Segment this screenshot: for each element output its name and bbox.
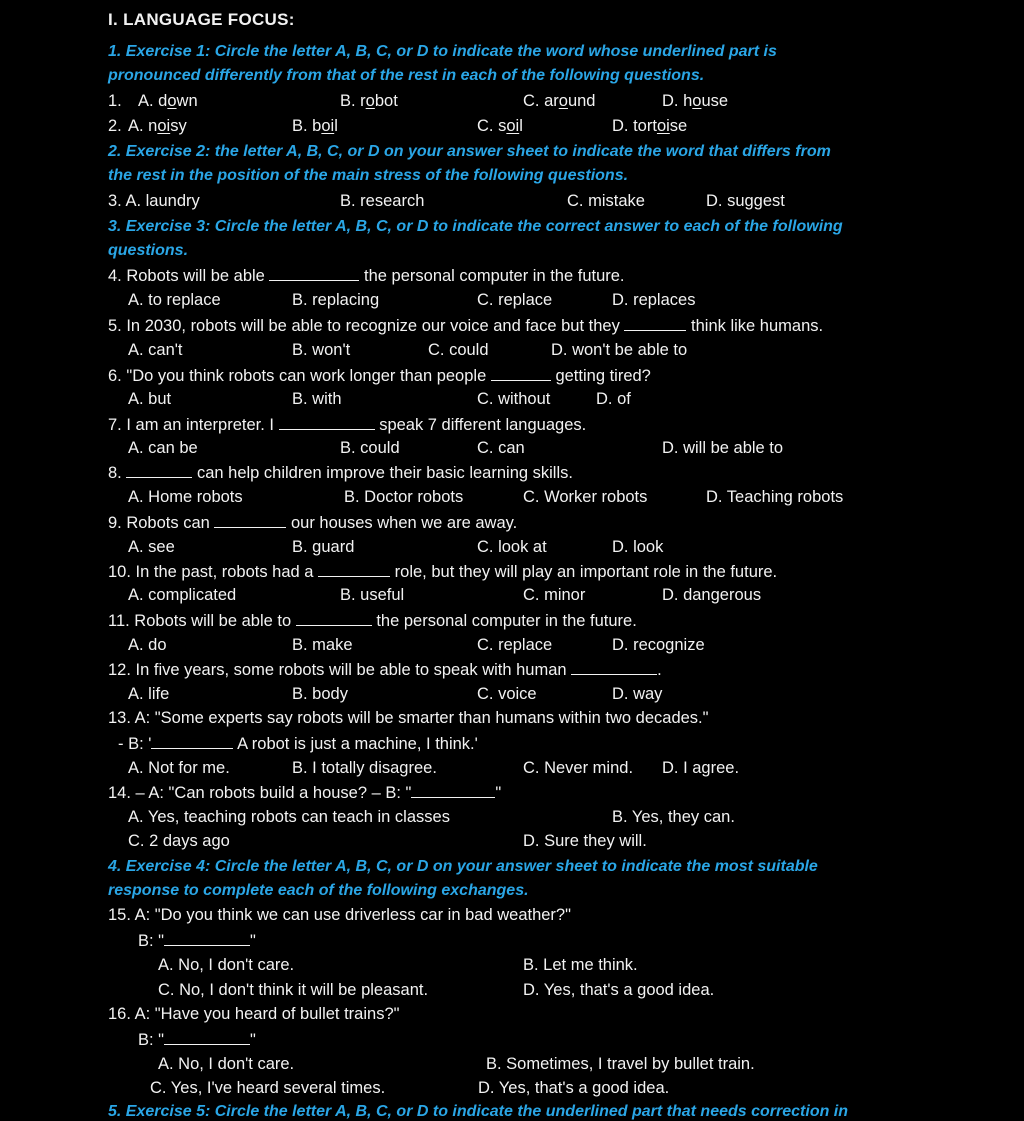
option-text: use <box>701 92 729 110</box>
stem-text: 10. In the past, robots had a <box>108 563 314 581</box>
question-12-option-d: D. way <box>612 685 663 703</box>
question-7-option-d: D. will be able to <box>662 439 784 457</box>
stem-text: 14. – A: "Can robots build a house? – B: " <box>108 784 412 802</box>
question-15-option-d: D. Yes, that's a good idea. <box>523 981 715 999</box>
question-8-option-a: A. Home robots <box>128 488 243 506</box>
option-text: A. laundry <box>125 192 200 210</box>
stem-text: 4. Robots will be able <box>108 267 265 285</box>
question-16-option-d: D. Yes, that's a good idea. <box>478 1079 670 1097</box>
question-7-option-a: A. can be <box>128 439 198 457</box>
question-15-option-a: A. No, I don't care. <box>158 956 295 974</box>
underlined-part: o <box>167 92 177 110</box>
question-12-option-a: A. life <box>128 685 170 703</box>
stem-text: " <box>495 784 502 802</box>
question-15-stem: 15. A: "Do you think we can use driverless car in bad weather?" <box>108 906 571 924</box>
stem-text: 5. In 2030, robots will be able to recognize our voice and face but they <box>108 317 620 335</box>
question-15-option-c: C. No, I don't think it will be pleasant. <box>158 981 429 999</box>
stem-text: speak 7 different languages. <box>379 416 587 434</box>
stem-text: 11. Robots will be able to <box>108 612 292 630</box>
question-number: 2. <box>108 117 122 135</box>
stem-text: think like humans. <box>691 317 824 335</box>
option-text: l <box>519 117 523 135</box>
question-6-stem <box>108 366 651 387</box>
exercise-3-instruction-line2: questions. <box>108 242 189 259</box>
answer-blank[interactable] <box>164 931 250 946</box>
question-9-option-d: D. look <box>612 538 664 556</box>
question-7-option-b: B. could <box>340 439 400 457</box>
question-11-option-d: D. recognize <box>612 636 705 654</box>
question-16-option-c: C. Yes, I've heard several times. <box>150 1079 386 1097</box>
question-14-option-c: C. 2 days ago <box>128 832 230 850</box>
stem-text: 7. I am an interpreter. I <box>108 416 274 434</box>
question-4-option-b: B. replacing <box>292 291 380 309</box>
option-a <box>108 192 200 212</box>
question-6-option-b: B. with <box>292 390 342 408</box>
question-12-option-c: C. voice <box>477 685 537 703</box>
underlined-part: o <box>558 92 568 110</box>
option-text: se <box>669 117 688 135</box>
answer-blank[interactable] <box>296 611 372 626</box>
exercise-1-instruction-line1: 1. Exercise 1: Circle the letter A, B, C, or D to indicate the word whose underlined part is <box>108 43 777 60</box>
option-a <box>128 117 187 137</box>
question-10-option-c: C. minor <box>523 586 586 604</box>
question-8-option-d: D. Teaching robots <box>706 488 844 506</box>
question-14-option-d: D. Sure they will. <box>523 832 647 850</box>
answer-blank[interactable] <box>151 734 233 749</box>
stem-text: getting tired? <box>555 367 651 385</box>
answer-blank[interactable] <box>624 316 686 331</box>
question-5-stem <box>108 316 823 337</box>
option-text: D. h <box>662 92 693 110</box>
question-14-option-b: B. Yes, they can. <box>612 808 735 826</box>
question-7-stem <box>108 415 586 436</box>
exercise-4-instruction-line2: response to complete each of the following exchanges. <box>108 882 529 899</box>
question-10-option-b: B. useful <box>340 586 405 604</box>
answer-blank[interactable] <box>571 660 657 675</box>
answer-blank[interactable] <box>279 415 375 430</box>
question-4-option-a: A. to replace <box>128 291 221 309</box>
stem-text: 12. In five years, some robots will be able to speak with human <box>108 661 567 679</box>
stem-text: 9. Robots can <box>108 514 210 532</box>
option-text: sy <box>170 117 187 135</box>
option-text: D. tort <box>612 117 657 135</box>
question-12-stem <box>108 660 662 681</box>
question-16-option-b: B. Sometimes, I travel by bullet train. <box>486 1055 755 1073</box>
question-6-option-d: D. of <box>596 390 631 408</box>
question-8-option-c: C. Worker robots <box>523 488 648 506</box>
question-6-option-a: A. but <box>128 390 172 408</box>
question-9-option-a: A. see <box>128 538 175 556</box>
option-d <box>612 117 687 137</box>
stem-text: our houses when we are away. <box>291 514 518 532</box>
underlined-part: oi <box>321 117 335 135</box>
option-c <box>477 117 523 137</box>
stem-text: " <box>250 932 256 950</box>
question-number: 1. <box>108 92 122 110</box>
stem-text: A robot is just a machine, I think.' <box>237 735 478 753</box>
question-14-option-a: A. Yes, teaching robots can teach in classes <box>128 808 450 826</box>
answer-blank[interactable] <box>491 366 551 381</box>
question-11-option-c: C. replace <box>477 636 553 654</box>
stem-text: . <box>657 661 662 679</box>
stem-text: 8. <box>108 464 122 482</box>
question-16-stem: 16. A: "Have you heard of bullet trains?" <box>108 1005 400 1023</box>
question-13-option-d: D. I agree. <box>662 759 740 777</box>
question-13-option-a: A. Not for me. <box>128 759 230 777</box>
option-b <box>340 92 398 112</box>
question-6-option-c: C. without <box>477 390 551 408</box>
option-c: C. mistake <box>567 192 645 210</box>
question-5-option-c: C. could <box>428 341 489 359</box>
underlined-part: oi <box>157 117 171 135</box>
underlined-part: oi <box>656 117 670 135</box>
answer-blank[interactable] <box>126 463 192 478</box>
question-16-option-a: A. No, I don't care. <box>158 1055 295 1073</box>
option-c <box>523 92 595 112</box>
option-text: l <box>334 117 338 135</box>
option-a <box>138 92 198 112</box>
question-5-option-a: A. can't <box>128 341 183 359</box>
question-15-response <box>138 931 256 952</box>
question-5-option-d: D. won't be able to <box>551 341 688 359</box>
question-11-option-b: B. make <box>292 636 353 654</box>
question-13-stem: 13. A: "Some experts say robots will be smarter than humans within two decades." <box>108 709 709 727</box>
question-10-option-d: D. dangerous <box>662 586 762 604</box>
question-8-stem <box>108 463 573 484</box>
question-4-stem <box>108 266 625 287</box>
stem-text: role, but they will play an important role in the future. <box>394 563 778 581</box>
option-b <box>292 117 338 137</box>
question-13-response <box>118 734 478 755</box>
answer-blank[interactable] <box>411 783 495 798</box>
question-4-option-c: C. replace <box>477 291 553 309</box>
option-text: C. ar <box>523 92 559 110</box>
question-10-option-a: A. complicated <box>128 586 237 604</box>
exercise-5-instruction-cutoff: 5. Exercise 5: Circle the letter A, B, C, or D to indicate the underlined part that needs correction in <box>108 1103 849 1120</box>
question-7-option-c: C. can <box>477 439 525 457</box>
stem-text: 6. "Do you think robots can work longer than people <box>108 367 487 385</box>
underlined-part: o <box>365 92 375 110</box>
question-16-response <box>138 1030 256 1051</box>
section-heading: I. LANGUAGE FOCUS: <box>108 10 295 29</box>
stem-text: can help children improve their basic learning skills. <box>196 464 573 482</box>
question-5-option-b: B. won't <box>292 341 351 359</box>
option-d <box>662 92 728 112</box>
option-text: bot <box>374 92 398 110</box>
exercise-4-instruction-line1: 4. Exercise 4: Circle the letter A, B, C, or D on your answer sheet to indicate the most suitable <box>108 858 818 875</box>
exercise-2-instruction-line2: the rest in the position of the main stress of the following questions. <box>108 167 629 184</box>
stem-text: the personal computer in the future. <box>376 612 637 630</box>
stem-text: " <box>250 1031 256 1049</box>
stem-text: the personal computer in the future. <box>364 267 625 285</box>
underlined-part: o <box>692 92 702 110</box>
option-text: A. d <box>138 92 168 110</box>
answer-blank[interactable] <box>269 266 359 281</box>
underlined-part: oi <box>506 117 520 135</box>
answer-blank[interactable] <box>214 513 286 528</box>
option-text: B. r <box>340 92 366 110</box>
answer-blank[interactable] <box>164 1030 250 1045</box>
question-13-option-c: C. Never mind. <box>523 759 634 777</box>
exercise-2-instruction-line1: 2. Exercise 2: the letter A, B, C, or D on your answer sheet to indicate the word that differs from <box>108 143 831 160</box>
question-9-option-b: B. guard <box>292 538 355 556</box>
option-text: A. n <box>128 117 158 135</box>
stem-text: B: " <box>138 1031 165 1049</box>
question-number: 3. <box>108 192 122 210</box>
question-8-option-b: B. Doctor robots <box>344 488 464 506</box>
option-text: B. b <box>292 117 322 135</box>
exercise-1-instruction-line2: pronounced differently from that of the rest in each of the following questions. <box>108 67 705 84</box>
stem-text: B: " <box>138 932 165 950</box>
question-12-option-b: B. body <box>292 685 348 703</box>
question-10-stem <box>108 562 777 583</box>
option-text: und <box>567 92 596 110</box>
stem-text: - B: ' <box>118 735 152 753</box>
option-text: C. s <box>477 117 507 135</box>
question-15-option-b: B. Let me think. <box>523 956 638 974</box>
option-d: D. suggest <box>706 192 785 210</box>
question-4-option-d: D. replaces <box>612 291 696 309</box>
question-11-option-a: A. do <box>128 636 167 654</box>
question-9-option-c: C. look at <box>477 538 547 556</box>
option-text: wn <box>176 92 198 110</box>
answer-blank[interactable] <box>318 562 390 577</box>
exercise-3-instruction-line1: 3. Exercise 3: Circle the letter A, B, C, or D to indicate the correct answer to each of the following <box>108 218 843 235</box>
question-11-stem <box>108 611 637 632</box>
question-9-stem <box>108 513 517 534</box>
question-14-stem <box>108 783 501 804</box>
question-13-option-b: B. I totally disagree. <box>292 759 437 777</box>
option-b: B. research <box>340 192 425 210</box>
